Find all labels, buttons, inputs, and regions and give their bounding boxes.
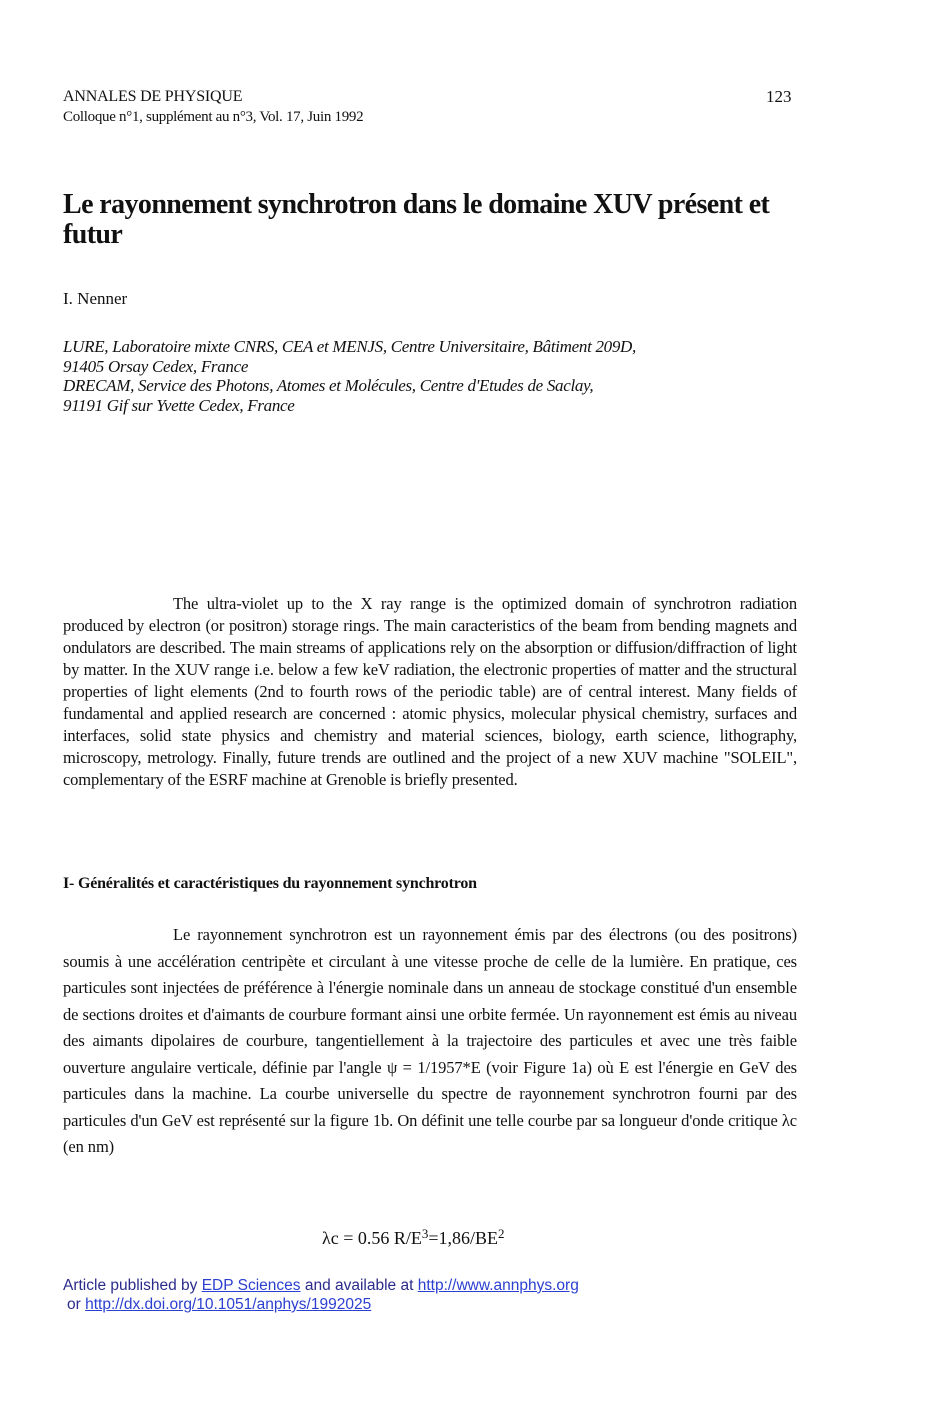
affiliation-line: 91405 Orsay Cedex, France	[63, 356, 249, 376]
body-paragraph-text: Le rayonnement synchrotron est un rayonnement émis par des électrons (ou des positrons) soumis à une accélération centripète et circulant à une vitesse proche de celle de la lumière. En pratique, ces particules sont injectées de préférence à l'énergie nominale dans un anneau de stockage constitué d'un ensemble de sections droites et d'aimants de courbure formant ainsi une orbite fermée. Un rayonnement est émis au niveau des aimants dipolaires de courbure, tangentiellement à la trajectoire des particules et avec une très faible ouverture angulaire verticale, définie par l'angle ψ = 1/1957*E (voir Figure 1a) où E est l'énergie en GeV des particules dans la machine. La courbe universelle du spectre de rayonnement synchrotron fourni par des particules d'un GeV est représenté sur la figure 1b. On définit une telle courbe par sa longueur d'onde critique λc (en nm)	[63, 925, 797, 1156]
body-paragraph	[63, 922, 797, 1161]
abstract-text: The ultra-violet up to the X ray range is the optimized domain of synchrotron radiation produced by electron (or positron) storage rings. The main caracteristics of the beam from bending magnets and ondulators are described. The main streams of applications rely on the absorption or diffusion/diffraction of light by matter. In the XUV range i.e. below a few keV radiation, the electronic properties of matter and the structural properties of light elements (2nd to fourth rows of the periodic table) are of central interest. Many fields of fundamental and applied research are concerned : atomic physics, molecular physical chemistry, surfaces and interfaces, solid state physics and chemistry and material sciences, biology, earth science, lithography, microscopy, metrology. Finally, future trends are outlined and the project of a new XUV machine "SOLEIL", complementary of the ESRF machine at Grenoble is briefly presented.	[63, 594, 797, 789]
journal-name: ANNALES DE PHYSIQUE	[63, 88, 243, 105]
author: I. Nenner	[63, 289, 128, 308]
affiliations	[63, 337, 636, 415]
equation-critical-wavelength: λc = 0.56 $R/E^3=1,86/BE^2$	[322, 1226, 505, 1248]
publication-footer: Article published by EDP Sciences and available at http://www.annphys.org or http://dx.doi.org/10.1051/anphys/1992025	[63, 1277, 579, 1313]
journal-issue: Colloque n°1, supplément au n°3, Vol. 17, Juin 1992	[63, 109, 364, 125]
section-heading: I- Généralités et caractéristiques du rayonnement synchrotron	[63, 875, 477, 892]
doi-link[interactable]: http://dx.doi.org/10.1051/anphys/1992025	[85, 1296, 372, 1313]
edp-sciences-link[interactable]: EDP Sciences	[201, 1277, 301, 1294]
paper-title: Le rayonnement synchrotron dans le domaine XUV présent et futur	[63, 189, 770, 250]
abstract	[63, 593, 797, 791]
page-number: 123	[766, 87, 792, 106]
affiliation-line: 91191 Gif sur Yvette Cedex, France	[63, 395, 295, 415]
affiliation-line: DRECAM, Service des Photons, Atomes et Molécules, Centre d'Etudes de Saclay,	[63, 376, 594, 395]
annphys-site-link[interactable]: http://www.annphys.org	[417, 1277, 579, 1294]
affiliation-line: LURE, Laboratoire mixte CNRS, CEA et MENJS, Centre Universitaire, Bâtiment 209D,	[63, 337, 636, 356]
